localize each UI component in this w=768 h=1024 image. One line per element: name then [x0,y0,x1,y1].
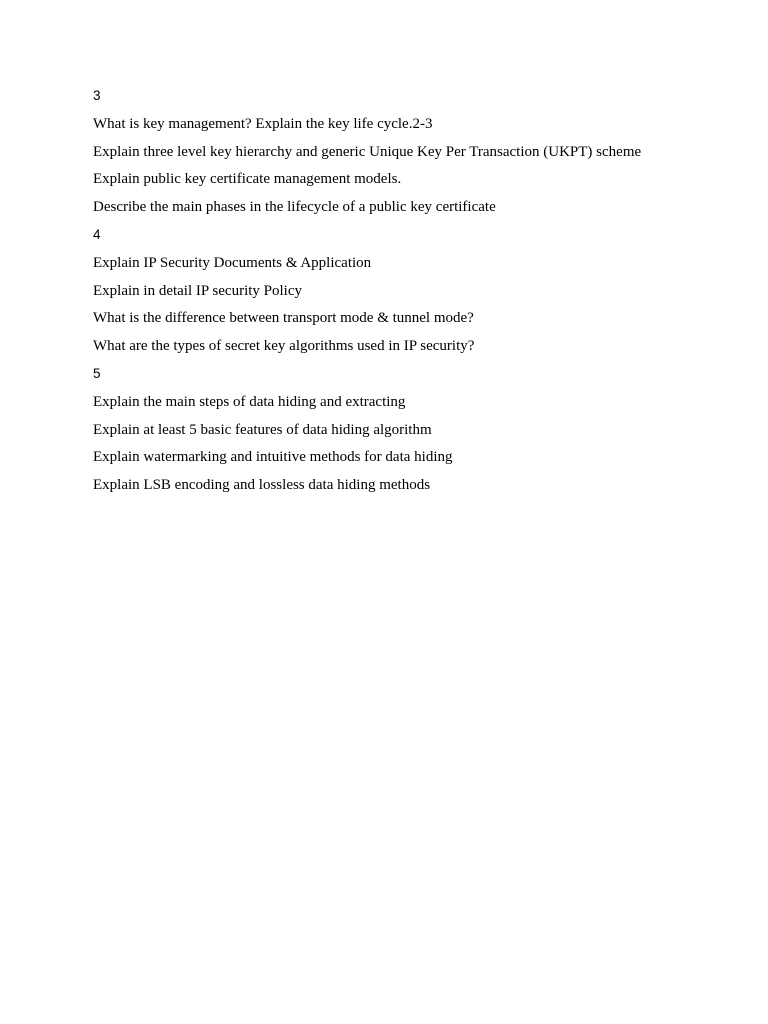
question-3-3: Explain public key certificate management models. [93,171,402,188]
section-number-4: 4 [93,226,101,242]
question-4-4: What are the types of secret key algorithms used in IP security? [93,338,475,355]
question-3-2: Explain three level key hierarchy and generic Unique Key Per Transaction (UKPT) scheme [93,143,642,160]
document-body [93,86,753,503]
section-number-3: 3 [93,88,101,103]
question-5-2: Explain at least 5 basic features of data hiding algorithm [93,421,432,438]
question-4-3: What is the difference between transport mode & tunnel mode? [93,310,474,327]
question-4-1: Explain IP Security Documents & Application [93,254,372,271]
section-number-5: 5 [93,365,101,381]
question-4-2: Explain in detail IP security Policy [93,282,302,299]
question-5-3: Explain watermarking and intuitive methods for data hiding [93,449,453,466]
question-5-4: Explain LSB encoding and lossless data hiding methods [93,477,431,494]
question-3-1: What is key management? Explain the key life cycle.2-3 [93,115,433,132]
question-5-1: Explain the main steps of data hiding and extracting [93,393,406,410]
question-3-4: Describe the main phases in the lifecycle of a public key certificate [93,199,496,216]
